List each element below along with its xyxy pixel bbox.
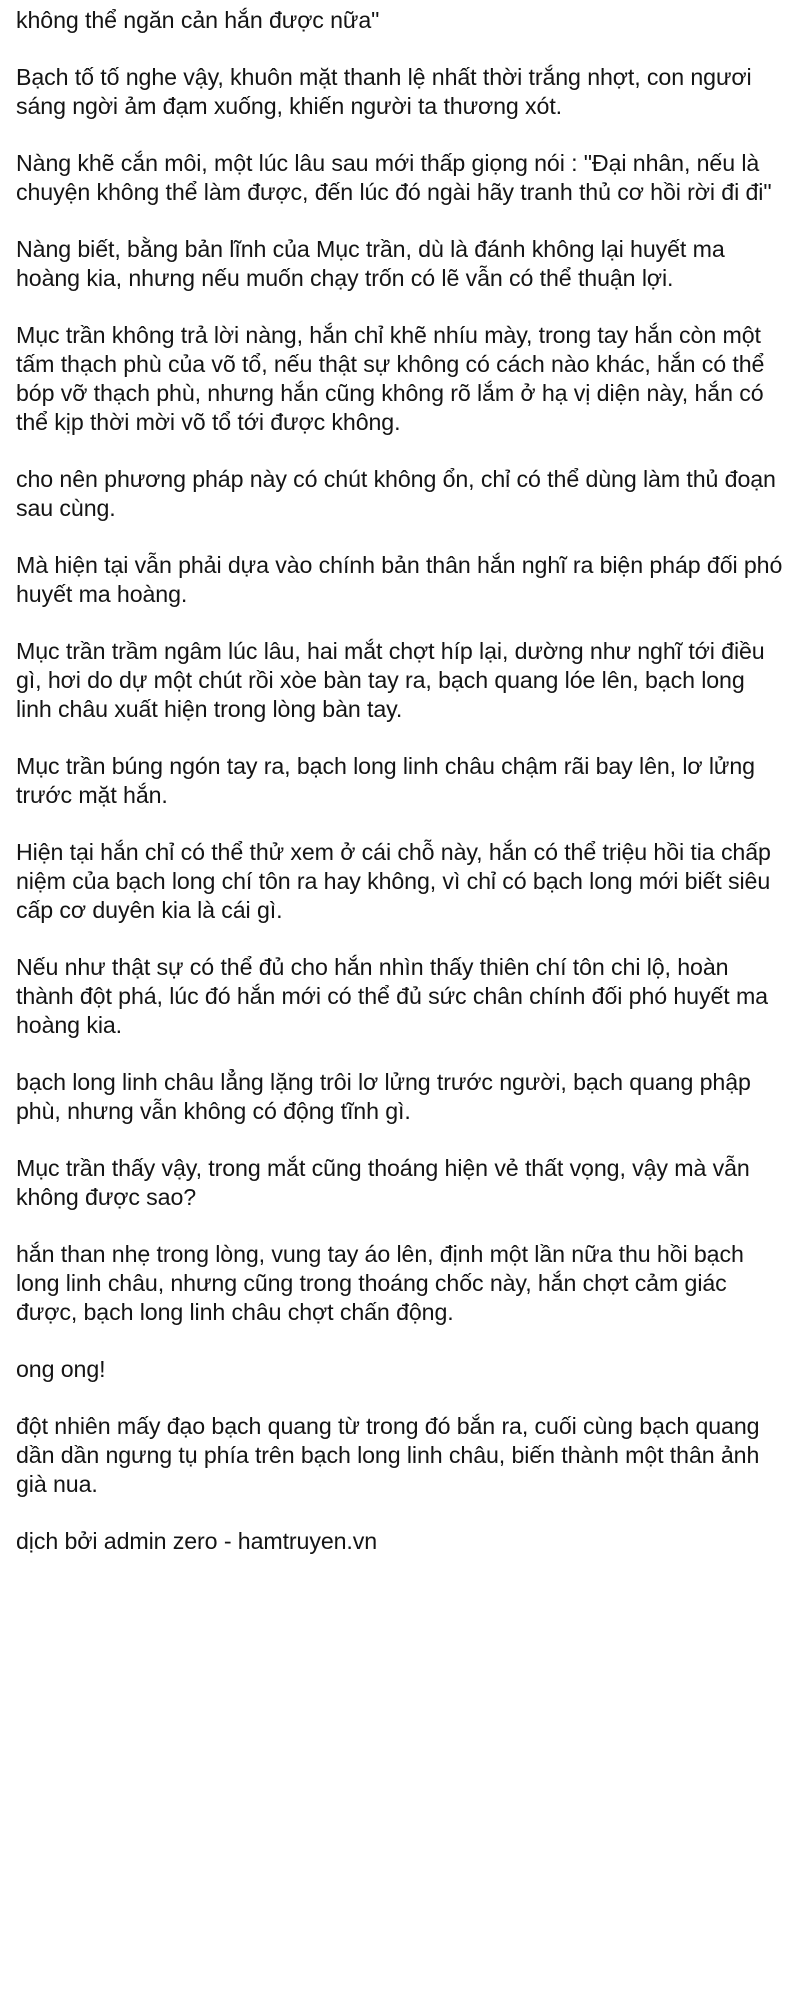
paragraph-5: Mục trần không trả lời nàng, hắn chỉ khẽ nhíu mày, trong tay hắn còn một tấm thạch phù của võ tổ, nếu thật sự không có cách nào khác, hắn có thể bóp vỡ thạch phù, nhưng hắn cũng không rõ lắm ở hạ vị diện này, hắn có thể kịp thời mời võ tổ tới được không. — [16, 322, 765, 435]
paragraph-12: bạch long linh châu lẳng lặng trôi lơ lửng trước người, bạch quang phập phù, nhưng vẫn không có động tĩnh gì. — [16, 1069, 751, 1124]
paragraph-15: ong ong! — [16, 1356, 106, 1382]
paragraph-8: Mục trần trầm ngâm lúc lâu, hai mắt chợt híp lại, dường như nghĩ tới điều gì, hơi do dự một chút rồi xòe bàn tay ra, bạch quang lóe lên, bạch long linh châu xuất hiện trong lòng bàn tay. — [16, 638, 765, 722]
paragraph-1: không thể ngăn cản hắn được nữa" — [16, 7, 380, 33]
paragraph-13: Mục trần thấy vậy, trong mắt cũng thoáng hiện vẻ thất vọng, vậy mà vẫn không được sao? — [16, 1155, 750, 1210]
paragraph-9: Mục trần búng ngón tay ra, bạch long linh châu chậm rãi bay lên, lơ lửng trước mặt hắn. — [16, 753, 755, 808]
paragraph-11: Nếu như thật sự có thể đủ cho hắn nhìn thấy thiên chí tôn chi lộ, hoàn thành đột phá, lúc đó hắn mới có thể đủ sức chân chính đối phó huyết ma hoàng kia. — [16, 954, 768, 1038]
paragraph-6: cho nên phương pháp này có chút không ổn, chỉ có thể dùng làm thủ đoạn sau cùng. — [16, 466, 776, 521]
paragraph-2: Bạch tố tố nghe vậy, khuôn mặt thanh lệ nhất thời trắng nhợt, con ngươi sáng ngời ảm đạm xuống, khiến người ta thương xót. — [16, 64, 752, 119]
paragraph-10: Hiện tại hắn chỉ có thể thử xem ở cái chỗ này, hắn có thể triệu hồi tia chấp niệm của bạch long chí tôn ra hay không, vì chỉ có bạch long mới biết siêu cấp cơ duyên kia là cái gì. — [16, 839, 771, 923]
paragraph-16: đột nhiên mấy đạo bạch quang từ trong đó bắn ra, cuối cùng bạch quang dần dần ngưng tụ phía trên bạch long linh châu, biến thành một thân ảnh già nua. — [16, 1413, 760, 1497]
paragraph-3: Nàng khẽ cắn môi, một lúc lâu sau mới thấp giọng nói : "Đại nhân, nếu là chuyện không thể làm được, đến lúc đó ngài hãy tranh thủ cơ hồi rời đi đi" — [16, 150, 772, 205]
paragraph-7: Mà hiện tại vẫn phải dựa vào chính bản thân hắn nghĩ ra biện pháp đối phó huyết ma hoàng. — [16, 552, 783, 607]
paragraph-4: Nàng biết, bằng bản lĩnh của Mục trần, dù là đánh không lại huyết ma hoàng kia, nhưng nếu muốn chạy trốn có lẽ vẫn có thể thuận lợi. — [16, 236, 725, 291]
chapter-text — [16, 6, 784, 1556]
translator-credit: dịch bởi admin zero - hamtruyen.vn — [16, 1528, 378, 1554]
paragraph-14: hắn than nhẹ trong lòng, vung tay áo lên, định một lần nữa thu hồi bạch long linh châu, nhưng cũng trong thoáng chốc này, hắn chợt cảm giác được, bạch long linh châu chợt chấn động. — [16, 1241, 744, 1325]
